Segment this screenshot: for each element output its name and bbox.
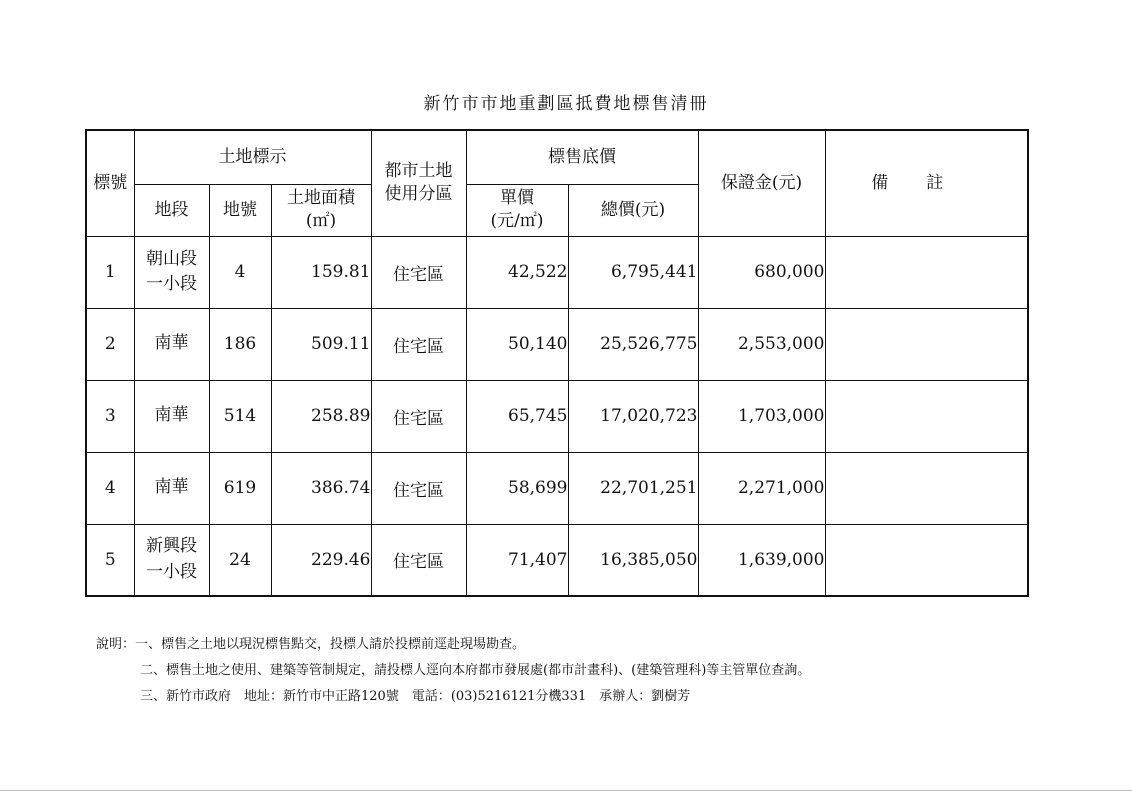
table-row: [86, 236, 1028, 308]
note-line-1: 說明：一、標售之土地以現況標售點交，投標人請於投標前逕赴現場勘查。: [96, 637, 526, 652]
note-line-3: 三、新竹市政府 地址：新竹市中正路120號 電話：(03)5216121分機331 承辦人：劉樹芳: [140, 689, 691, 704]
scan-edge-divider: [0, 790, 1132, 791]
cell-area: 258.89: [271, 380, 371, 452]
table-row: [86, 524, 1028, 596]
cell-lot-no: 3: [86, 380, 134, 452]
table-row: [86, 452, 1028, 524]
cell-total-price: 22,701,251: [568, 452, 698, 524]
cell-zoning: 住宅區: [371, 308, 466, 380]
header-area: 土地面積 (㎡): [271, 184, 371, 236]
cell-zoning: 住宅區: [371, 524, 466, 596]
cell-remarks: [825, 236, 1028, 308]
cell-section: 朝山段 一小段: [134, 236, 209, 308]
cell-remarks: [825, 524, 1028, 596]
cell-total-price: 25,526,775: [568, 308, 698, 380]
cell-unit-price: 42,522: [466, 236, 568, 308]
header-row-1: [86, 130, 1028, 184]
cell-lot-no: 1: [86, 236, 134, 308]
cell-section: 南華: [134, 308, 209, 380]
table-row: [86, 380, 1028, 452]
notes-section: [96, 632, 810, 710]
cell-area: 386.74: [271, 452, 371, 524]
cell-area: 229.46: [271, 524, 371, 596]
header-section: 地段: [134, 184, 209, 236]
note-line-2: 二、標售土地之使用、建築等管制規定，請投標人逕向本府都市發展處(都市計畫科)、(建築管理科)等主管單位查詢。: [140, 663, 811, 678]
cell-area: 509.11: [271, 308, 371, 380]
cell-parcel: 24: [209, 524, 271, 596]
cell-deposit: 1,639,000: [698, 524, 825, 596]
header-lot-no: 標號: [86, 130, 134, 236]
header-zoning: 都市土地 使用分區: [371, 130, 466, 236]
cell-unit-price: 65,745: [466, 380, 568, 452]
header-parcel: 地號: [209, 184, 271, 236]
cell-total-price: 6,795,441: [568, 236, 698, 308]
cell-deposit: 2,271,000: [698, 452, 825, 524]
cell-deposit: 680,000: [698, 236, 825, 308]
cell-remarks: [825, 380, 1028, 452]
cell-zoning: 住宅區: [371, 236, 466, 308]
header-remarks: 備註: [825, 130, 1028, 236]
cell-zoning: 住宅區: [371, 452, 466, 524]
cell-section: 南華: [134, 380, 209, 452]
cell-unit-price: 50,140: [466, 308, 568, 380]
cell-deposit: 2,553,000: [698, 308, 825, 380]
table-row: [86, 308, 1028, 380]
cell-lot-no: 5: [86, 524, 134, 596]
cell-section: 南華: [134, 452, 209, 524]
cell-parcel: 514: [209, 380, 271, 452]
cell-remarks: [825, 452, 1028, 524]
cell-total-price: 16,385,050: [568, 524, 698, 596]
cell-lot-no: 4: [86, 452, 134, 524]
header-base-price: 標售底價: [466, 130, 698, 184]
document-title: 新竹市市地重劃區抵費地標售清冊: [423, 94, 709, 114]
header-land-label: 土地標示: [134, 130, 371, 184]
cell-parcel: 619: [209, 452, 271, 524]
cell-unit-price: 71,407: [466, 524, 568, 596]
cell-parcel: 186: [209, 308, 271, 380]
cell-lot-no: 2: [86, 308, 134, 380]
cell-parcel: 4: [209, 236, 271, 308]
header-deposit: 保證金(元): [698, 130, 825, 236]
cell-zoning: 住宅區: [371, 380, 466, 452]
cell-unit-price: 58,699: [466, 452, 568, 524]
cell-deposit: 1,703,000: [698, 380, 825, 452]
header-unit-price: 單價 (元/㎡): [466, 184, 568, 236]
cell-area: 159.81: [271, 236, 371, 308]
land-sale-table: [85, 129, 1029, 597]
cell-remarks: [825, 308, 1028, 380]
cell-total-price: 17,020,723: [568, 380, 698, 452]
header-total-price: 總價(元): [568, 184, 698, 236]
cell-section: 新興段 一小段: [134, 524, 209, 596]
